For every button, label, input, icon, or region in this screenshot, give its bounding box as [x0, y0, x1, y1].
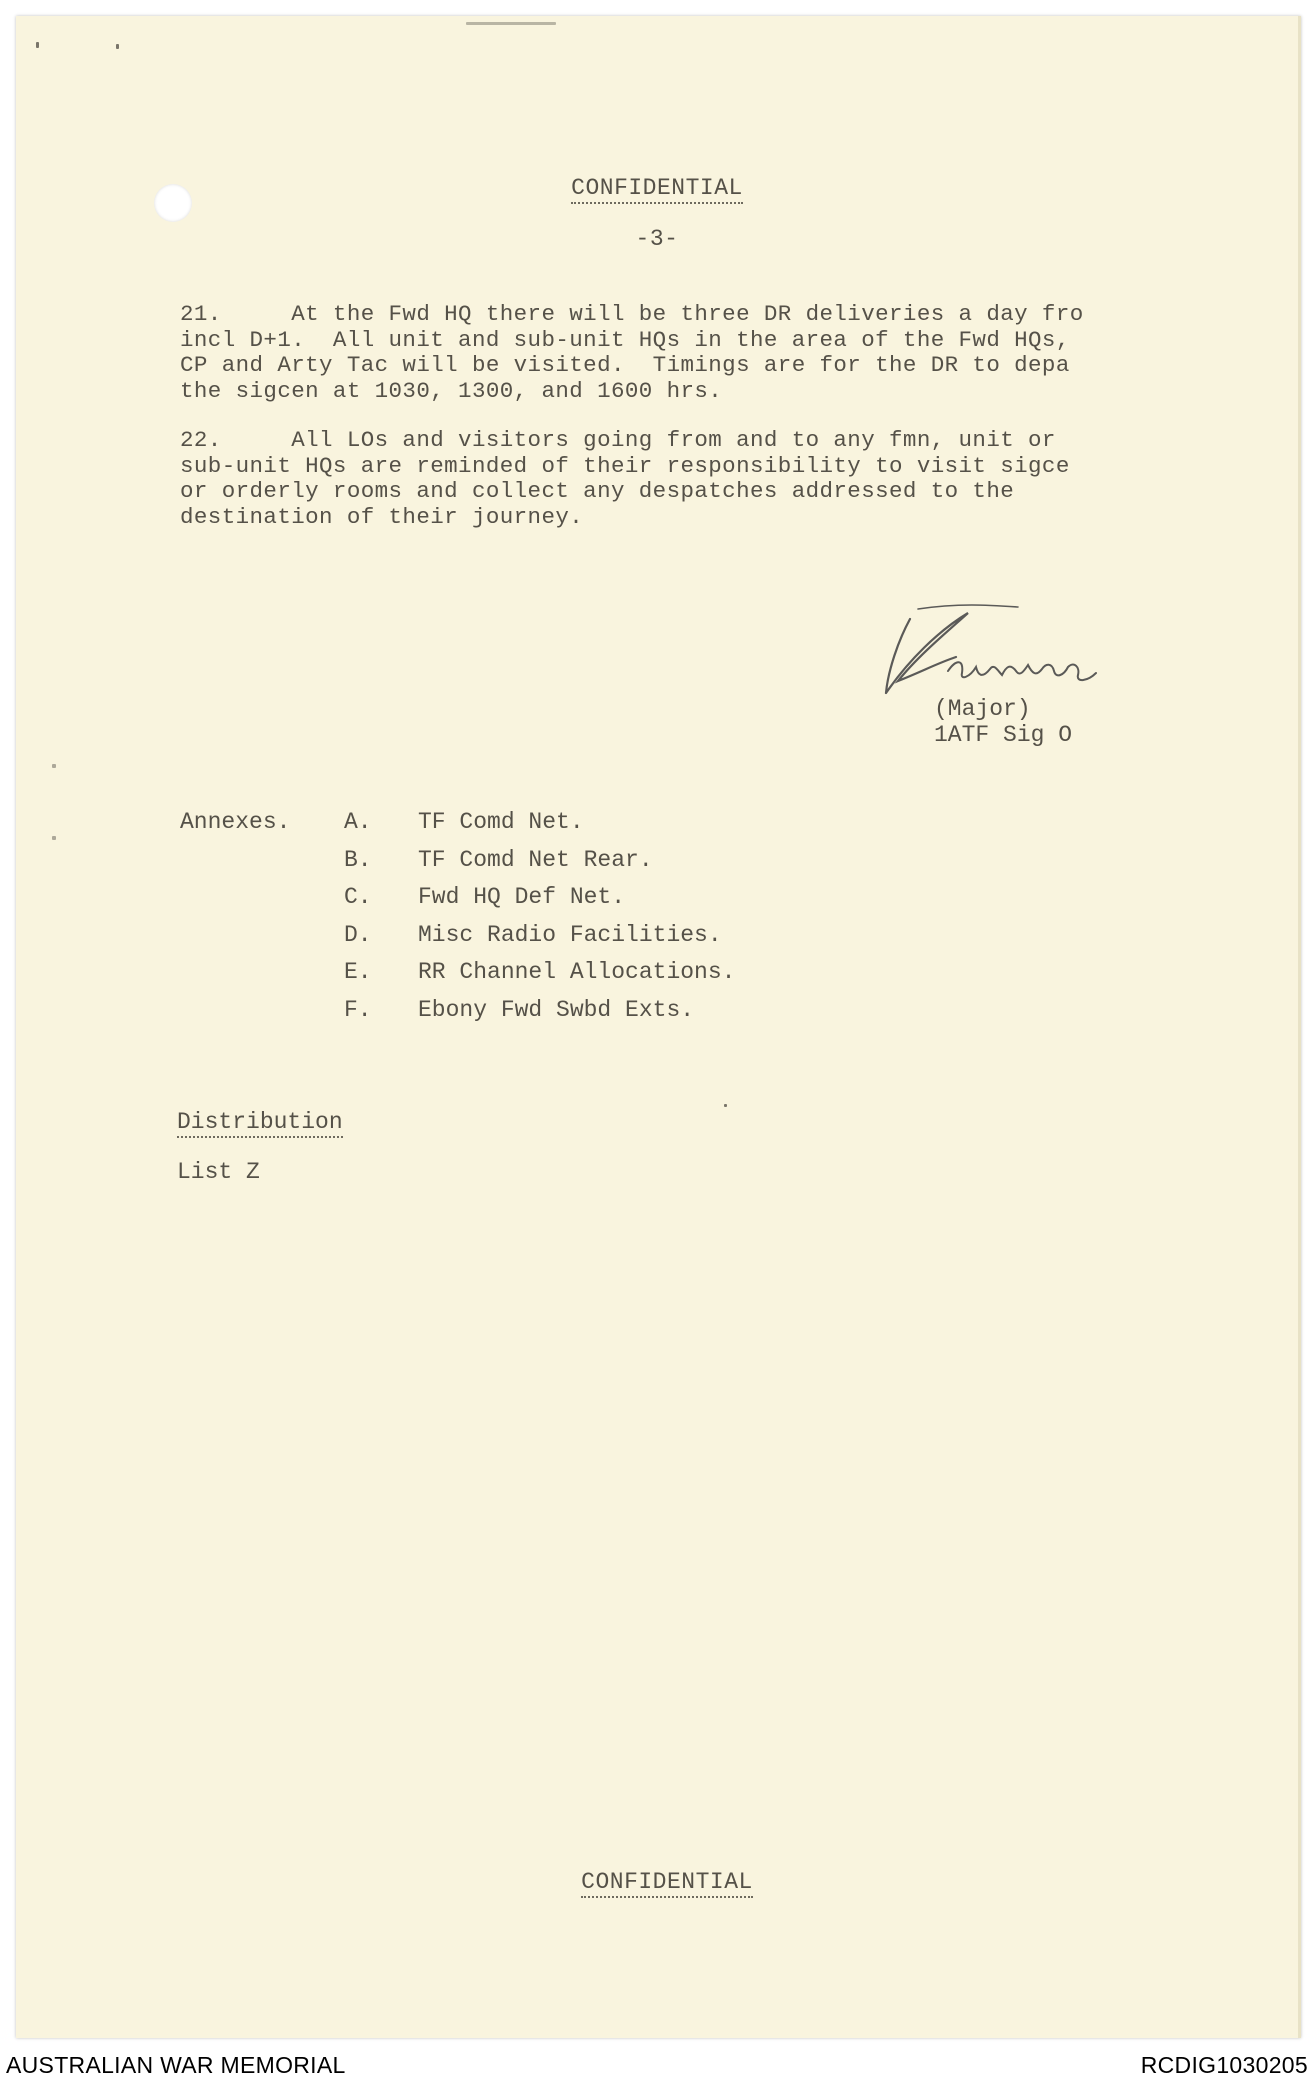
- paragraph-22: [180, 428, 1070, 530]
- annex-letter: B.: [344, 846, 372, 873]
- page-number: -3-: [635, 226, 679, 252]
- paragraph-line: 21. At the Fwd HQ there will be three DR deliveries a day fro: [180, 301, 1084, 327]
- signatory-appointment: 1ATF Sig O: [934, 722, 1073, 748]
- annex-item: [344, 922, 735, 960]
- annex-title: Ebony Fwd Swbd Exts.: [418, 996, 695, 1023]
- paragraph-line: or orderly rooms and collect any despatches addressed to the: [180, 478, 1015, 504]
- signatory-rank: (Major): [934, 696, 1031, 722]
- header-classification-wrap: [16, 175, 1298, 201]
- annex-title: RR Channel Allocations.: [418, 959, 736, 985]
- annex-letter: F.: [344, 996, 372, 1023]
- footer-classification-wrap: [26, 1869, 1308, 1895]
- annex-title: Fwd HQ Def Net.: [418, 884, 626, 910]
- paper-speck: [36, 42, 39, 48]
- annex-letter: C.: [344, 884, 372, 910]
- archive-record-id: RCDIG1030205: [1140, 2052, 1308, 2078]
- annex-item: [344, 997, 735, 1035]
- paragraph-line: sub-unit HQs are reminded of their responsibility to visit sigce: [180, 452, 1070, 479]
- archive-institution-label: AUSTRALIAN WAR MEMORIAL: [6, 2052, 346, 2078]
- annex-letter: E.: [344, 959, 372, 985]
- paragraph-line: 22. All LOs and visitors going from and to any fmn, unit or: [180, 427, 1056, 453]
- annexes-label: Annexes.: [180, 809, 291, 835]
- annex-title: TF Comd Net Rear.: [418, 846, 653, 873]
- header-classification: CONFIDENTIAL: [571, 175, 743, 204]
- signature-block: [934, 696, 1072, 748]
- annex-title: Misc Radio Facilities.: [418, 921, 722, 948]
- paragraph-line: CP and Arty Tac will be visited. Timings are for the DR to depa: [180, 352, 1070, 378]
- paper-speck: [724, 1104, 727, 1107]
- paragraph-line: destination of their journey.: [180, 503, 584, 530]
- annex-letter: D.: [344, 921, 372, 948]
- annex-list: [344, 809, 735, 1034]
- distribution-heading: Distribution: [177, 1109, 343, 1138]
- annex-letter: A.: [344, 809, 372, 835]
- footer-classification: CONFIDENTIAL: [581, 1869, 753, 1898]
- document-page: [16, 16, 1301, 2038]
- paragraph-21: [180, 302, 1084, 404]
- annex-item: [344, 809, 735, 847]
- paragraph-line: incl D+1. All unit and sub-unit HQs in the area of the Fwd HQs,: [180, 326, 1070, 353]
- paper-speck: [466, 22, 556, 25]
- annex-item: [344, 959, 735, 997]
- paragraph-line: the sigcen at 1030, 1300, and 1600 hrs.: [180, 377, 723, 404]
- paper-speck: [116, 44, 119, 49]
- annex-title: TF Comd Net.: [418, 809, 584, 835]
- handwritten-signature: [878, 601, 1118, 711]
- paper-speck: [52, 836, 56, 840]
- distribution-list: List Z: [177, 1159, 260, 1185]
- annex-item: [344, 847, 735, 885]
- paper-speck: [52, 764, 56, 768]
- annex-item: [344, 884, 735, 922]
- distribution-heading-wrap: [177, 1109, 343, 1135]
